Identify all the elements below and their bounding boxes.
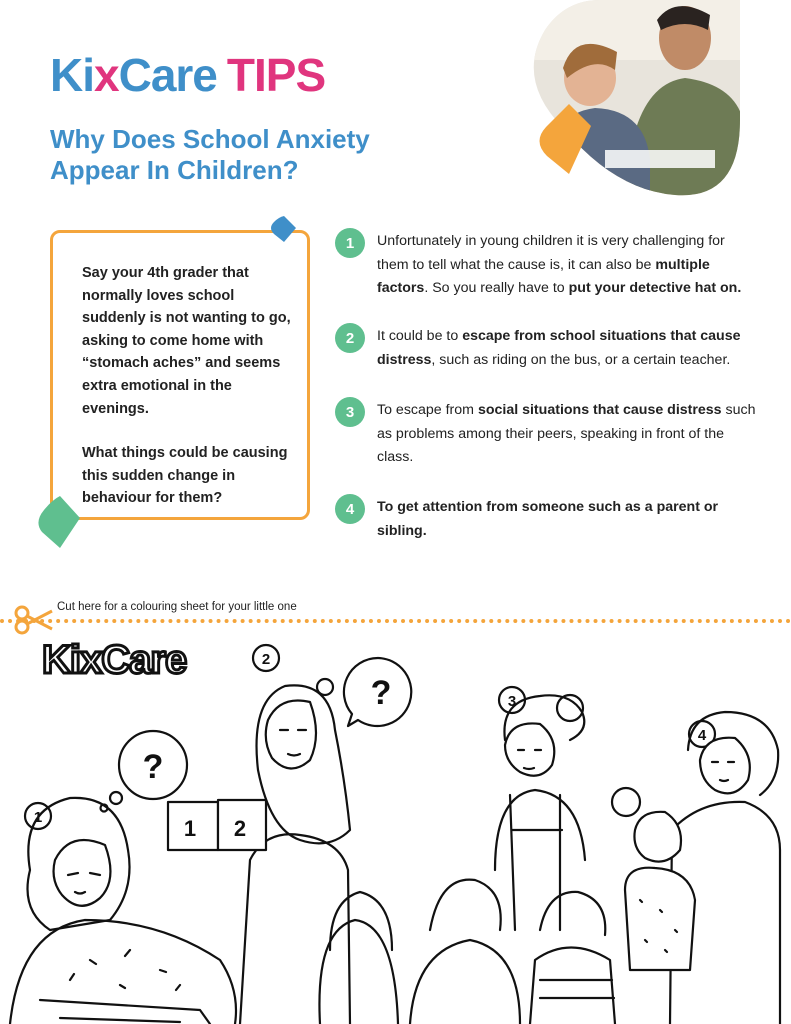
hero-photo	[505, 0, 745, 200]
list-number: 2	[335, 323, 365, 353]
svg-text:3: 3	[507, 693, 517, 710]
svg-text:1: 1	[33, 809, 43, 826]
svg-text:2: 2	[233, 816, 247, 841]
heart-icon	[270, 214, 298, 244]
coloring-illustration	[0, 630, 791, 1024]
brand-logo: KixCare TIPS	[50, 49, 326, 101]
intro-text	[82, 262, 292, 532]
page-title: Why Does School Anxiety Appear In Children?	[50, 124, 370, 185]
teacher-drawing	[168, 679, 350, 1024]
thought-bubble	[101, 731, 188, 812]
list-number: 1	[335, 228, 365, 258]
svg-text:1: 1	[183, 816, 197, 841]
svg-text:?: ?	[142, 748, 164, 786]
svg-text:4: 4	[697, 727, 707, 744]
list-item: It could be to escape from school situations that cause distress, such as riding on the bus, or a certain teacher.	[377, 328, 741, 368]
intro-paragraph: Say your 4th grader that normally loves school suddenly is not wanting to go, asking to come home with “stomach aches” and seems extra emotional in the evenings.	[82, 265, 291, 417]
svg-text:2: 2	[261, 651, 271, 668]
children-back-drawing	[319, 880, 615, 1024]
parent-4-drawing	[612, 712, 780, 1024]
intro-question: What things could be causing this sudden change in behaviour for them?	[82, 445, 288, 507]
child-3-drawing	[495, 695, 585, 930]
marker-2	[253, 645, 279, 671]
list-item: Unfortunately in young children it is very challenging for them to tell what the cause is, it can also be multiple factors. So you really have to put your detective hat on.	[377, 233, 742, 296]
list-item: To get attention from someone such as a parent or sibling.	[377, 499, 719, 539]
heart-icon	[38, 494, 82, 550]
coloring-logo: KixCare	[42, 638, 187, 682]
list-number: 4	[335, 494, 365, 524]
list-item: To escape from social situations that cause distress such as problems among their peers, speaking in front of the class.	[377, 402, 756, 465]
list-number: 3	[335, 397, 365, 427]
speech-bubble	[344, 658, 411, 726]
dotted-cut-line	[0, 619, 791, 623]
svg-text:?: ?	[370, 674, 392, 712]
cut-instructions: Cut here for a colouring sheet for your little one	[57, 601, 297, 613]
